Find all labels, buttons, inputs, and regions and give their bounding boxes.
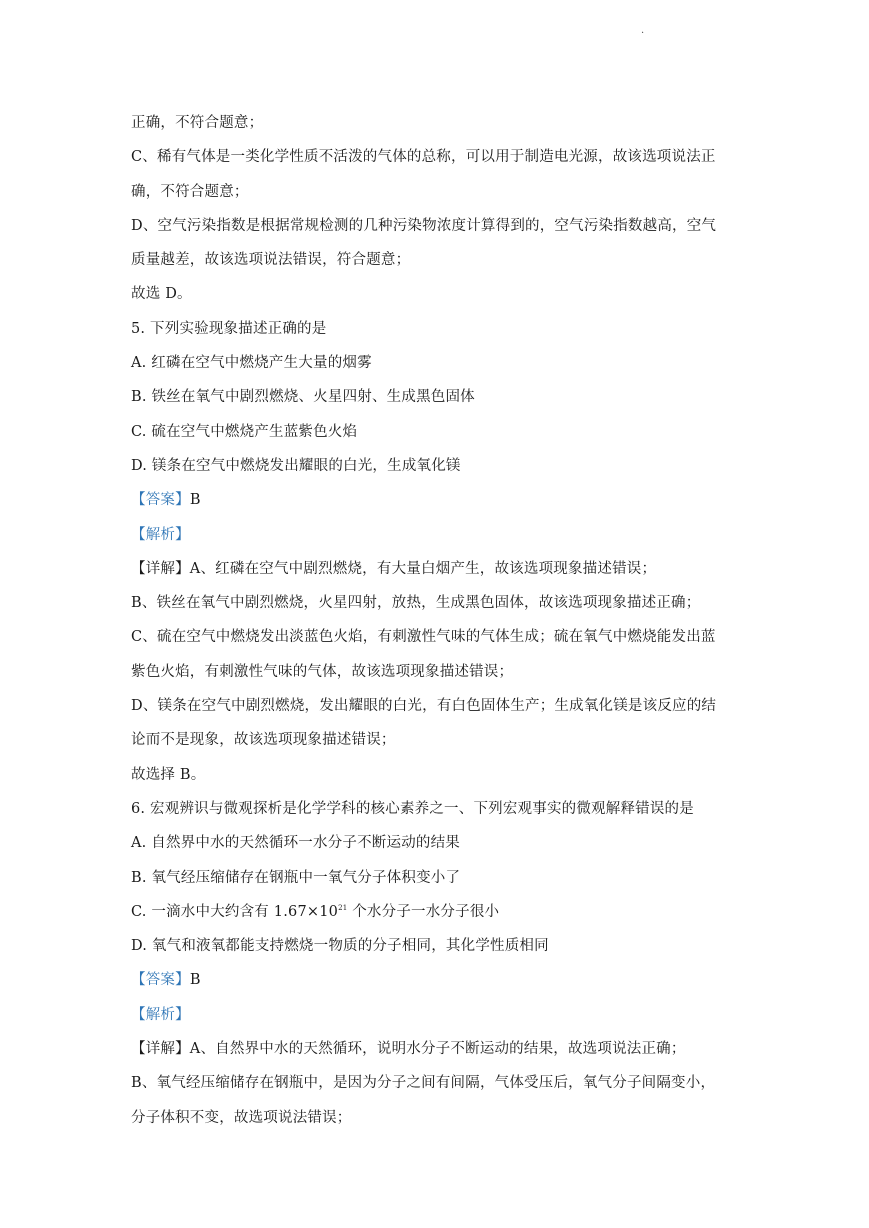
text-line: D. 氧气和液氧都能支持燃烧一物质的分子相同，其化学性质相同	[131, 938, 549, 955]
text-line: 【详解】A、红磷在空气中剧烈燃烧，有大量白烟产生，故该选项现象描述错误；	[131, 560, 657, 577]
document-body	[131, 106, 751, 1135]
text-line: D. 镁条在空气中燃烧发出耀眼的白光，生成氧化镁	[131, 457, 461, 474]
text-line: 6. 宏观辨识与微观探析是化学学科的核心素养之一、下列宏观事实的微观解释错误的是	[131, 800, 694, 817]
text-line: D、空气污染指数是根据常规检测的几种污染物浓度计算得到的，空气污染指数越高，空气	[131, 217, 717, 234]
text-line: D、镁条在空气中剧烈燃烧，发出耀眼的白光，有白色固体生产；生成氧化镁是该反应的结	[131, 698, 717, 715]
text-line: C、硫在空气中燃烧发出淡蓝色火焰，有刺激性气味的气体生成；硫在氧气中燃烧能发出蓝	[131, 629, 716, 646]
text-line	[131, 518, 751, 552]
text-line: B. 氧气经压缩储存在钢瓶中一氧气分子体积变小了	[131, 869, 461, 886]
text-line: A. 红磷在空气中燃烧产生大量的烟雾	[131, 355, 372, 372]
text-line: 论而不是现象，故该选项现象描述错误；	[131, 732, 396, 749]
text-line: C、稀有气体是一类化学性质不活泼的气体的总称，可以用于制造电光源，故该选项说法正	[131, 149, 716, 166]
text-line: 【详解】A、自然界中水的天然循环，说明水分子不断运动的结果，故选项说法正确；	[131, 1041, 686, 1058]
answer-value: B	[189, 492, 201, 509]
text-line	[131, 963, 751, 997]
text-line: 故选 D。	[131, 286, 192, 303]
text-line: 确，不符合题意；	[131, 183, 249, 200]
text-line: 质量越差，故该选项说法错误，符合题意；	[131, 252, 411, 269]
text-segment: C. 一滴水中大约含有 1.67×10	[131, 903, 339, 920]
analysis-label: 【解析】	[131, 1006, 190, 1023]
text-line: 正确，不符合题意；	[131, 115, 264, 131]
text-line	[131, 998, 751, 1032]
text-line: B、氧气经压缩储存在钢瓶中，是因为分子之间有间隔，气体受压后，氧气分子间隔变小，	[131, 1075, 716, 1092]
text-line: 分子体积不变，故选项说法错误；	[131, 1109, 352, 1126]
text-line: 5. 下列实验现象描述正确的是	[131, 320, 327, 337]
answer-label: 【答案】	[131, 972, 190, 989]
text-line: B、铁丝在氧气中剧烈燃烧，火星四射，放热，生成黑色固体，故该选项现象描述正确；	[131, 595, 701, 612]
text-segment: 个水分子一水分子很小	[347, 903, 500, 920]
text-line: 故选择 B。	[131, 766, 206, 783]
exponent: 21	[338, 903, 348, 912]
text-line	[131, 483, 751, 517]
text-line: C. 硫在空气中燃烧产生蓝紫色火焰	[131, 423, 358, 440]
text-line: A. 自然界中水的天然循环一水分子不断运动的结果	[131, 835, 460, 852]
text-line: B. 铁丝在氧气中剧烈燃烧、火星四射、生成黑色固体	[131, 389, 475, 406]
header-mark: ·	[641, 28, 645, 39]
answer-label: 【答案】	[131, 492, 190, 509]
text-line: 紫色火焰，有刺激性气味的气体，故该选项现象描述错误；	[131, 663, 514, 680]
text-line	[131, 895, 751, 929]
analysis-label: 【解析】	[131, 526, 190, 543]
answer-value: B	[189, 972, 201, 989]
